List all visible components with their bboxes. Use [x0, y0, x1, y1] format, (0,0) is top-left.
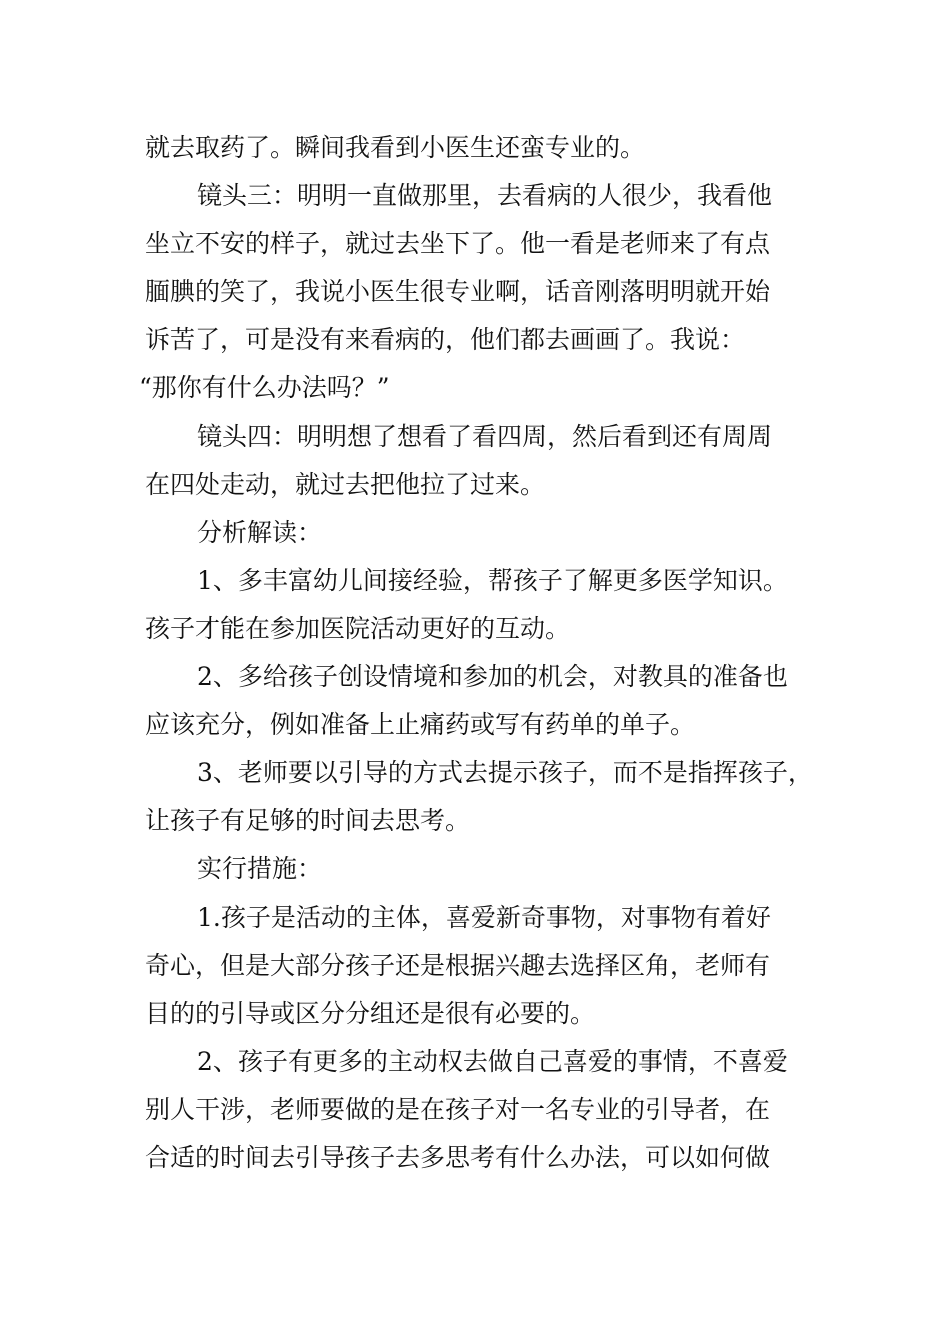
text-line: 1、多丰富幼儿间接经验，帮孩子了解更多医学知识。 — [197, 565, 788, 595]
text-line: 镜头三：明明一直做那里，去看病的人很少，我看他 — [197, 181, 773, 211]
text-line: 就去取药了。瞬间我看到小医生还蛮专业的。 — [145, 133, 646, 162]
text-line: 腼腆的笑了，我说小医生很专业啊，话音刚落明明就开始 — [145, 277, 771, 307]
text-line: 2、孩子有更多的主动权去做自己喜爱的事情，不喜爱 — [197, 1046, 788, 1076]
text-line: 坐立不安的样子，就过去坐下了。他一看是老师来了有点 — [145, 229, 771, 259]
text-line: 3、老师要以引导的方式去提示孩子，而不是指挥孩子， — [197, 758, 813, 788]
text-line: 1.孩子是活动的主体，喜爱新奇事物，对事物有着好 — [197, 902, 771, 932]
text-line: 诉苦了，可是没有来看病的，他们都去画画了。我说： — [145, 325, 746, 355]
document-body — [139, 124, 813, 1182]
text-line: 目的的引导或区分分组还是很有必要的。 — [145, 998, 596, 1028]
text-line: 在四处走动，就过去把他拉了过来。 — [145, 469, 546, 499]
text-line: 奇心，但是大部分孩子还是根据兴趣去选择区角，老师有 — [145, 950, 771, 980]
text-line: 镜头四：明明想了想看了看四周，然后看到还有周周 — [197, 421, 773, 451]
text-line: 2、多给孩子创设情境和参加的机会，对教具的准备也 — [197, 662, 788, 692]
section-heading: 实行措施： — [197, 854, 323, 884]
text-line: 让孩子有足够的时间去思考。 — [145, 806, 471, 836]
text-line: 别人干涉，老师要做的是在孩子对一名专业的引导者，在 — [145, 1094, 771, 1124]
text-line: 合适的时间去引导孩子去多思考有什么办法，可以如何做 — [145, 1142, 771, 1172]
text-line: 孩子才能在参加医院活动更好的互动。 — [145, 613, 571, 643]
text-line: “那你有什么办法吗？” — [139, 373, 390, 403]
text-line: 应该充分，例如准备上止痛药或写有药单的单子。 — [145, 710, 696, 740]
section-heading: 分析解读： — [197, 517, 323, 547]
